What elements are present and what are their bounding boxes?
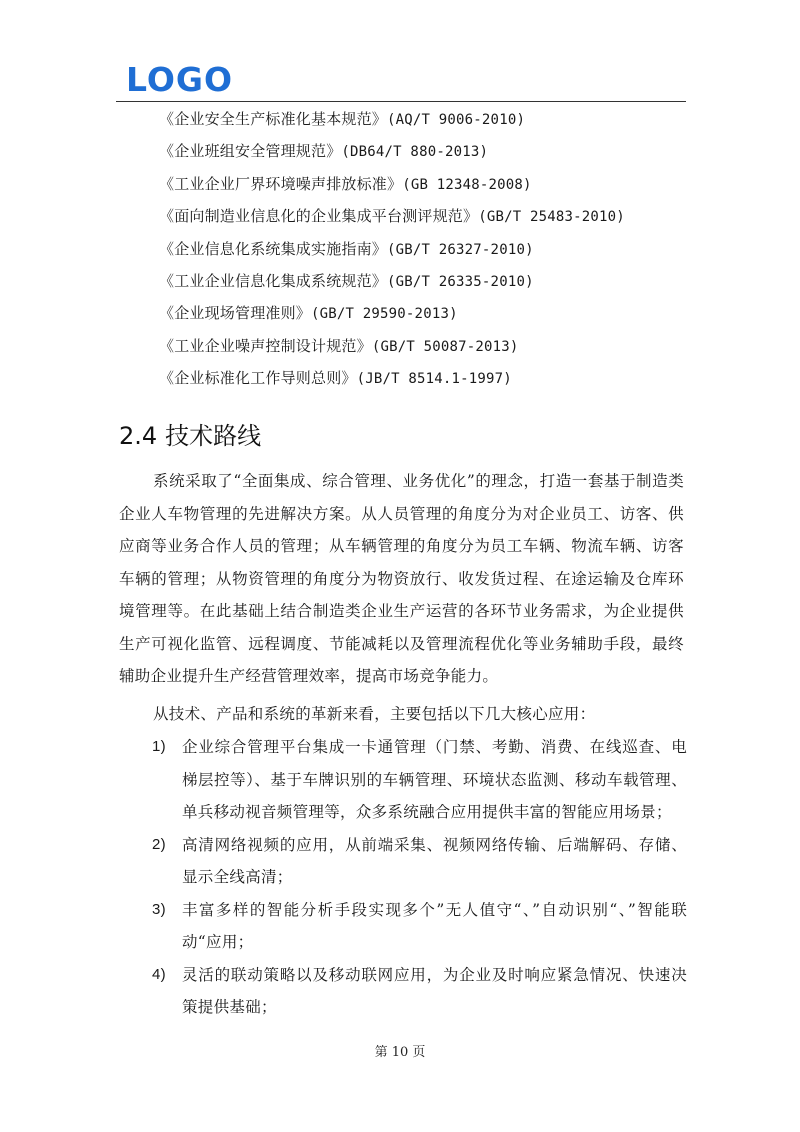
- reference-item: [159, 367, 699, 399]
- logo: LOGO: [126, 60, 234, 99]
- reference-code: (AQ/T 9006-2010): [387, 112, 526, 128]
- page-number: 第 10 页: [374, 1045, 426, 1060]
- reference-title: 《工业企业信息化集成系统规范》: [159, 271, 388, 290]
- list-number: 4): [152, 965, 166, 983]
- reference-title: 《企业现场管理准则》: [159, 304, 312, 323]
- body-paragraph: 从技术、产品和系统的革新来看，主要包括以下几大核心应用：: [153, 705, 596, 723]
- core-application-list: [152, 731, 687, 1024]
- list-text: 丰富多样的智能分析手段实现多个”无人值守“、”自动识别“、”智能联动“应用；: [182, 900, 687, 951]
- reference-item: [159, 205, 699, 237]
- reference-code: (GB/T 26335-2010): [387, 273, 534, 290]
- reference-item: [159, 270, 699, 302]
- reference-code: (JB/T 8514.1-1997): [356, 371, 512, 388]
- list-text: 灵活的联动策略以及移动联网应用，为企业及时响应紧急情况、快速决策提供基础；: [182, 965, 687, 1016]
- reference-title: 《工业企业噪声控制设计规范》: [159, 336, 372, 355]
- list-number: 3): [152, 900, 166, 918]
- section-heading: [119, 418, 261, 454]
- section-title: 技术路线: [165, 422, 262, 450]
- list-item: [152, 959, 687, 1024]
- reference-item: [159, 238, 699, 270]
- reference-code: (GB 12348-2008): [402, 176, 532, 193]
- reference-code: (DB64/T 880-2013): [341, 144, 489, 161]
- list-text: 企业综合管理平台集成一卡通管理（门禁、考勤、消费、在线巡查、电梯层控等）、基于车牌识别的车辆管理、环境状态监测、移动车载管理、单兵移动视音频管理等，众多系统融合应用提供丰富的智能应用场景；: [182, 738, 687, 821]
- reference-title: 《企业标准化工作导则总则》: [159, 369, 357, 388]
- reference-item: [159, 173, 699, 205]
- reference-title: 《工业企业厂界环境噪声排放标准》: [159, 174, 403, 193]
- reference-title: 《面向制造业信息化的企业集成平台测评规范》: [159, 207, 479, 226]
- reference-item: [159, 335, 699, 367]
- list-item: [152, 894, 687, 959]
- reference-code: (GB/T 29590-2013): [311, 306, 458, 323]
- reference-item: [159, 140, 699, 172]
- reference-title: 《企业安全生产标准化基本规范》: [159, 110, 388, 128]
- reference-list: [159, 108, 699, 400]
- body-paragraph: 系统采取了“全面集成、综合管理、业务优化”的理念，打造一套基于制造类企业人车物管理的先进解决方案。从人员管理的角度分为对企业员工、访客、供应商等业务合作人员的管理；从车辆管理的角度分为员工车辆、物流车辆、访客车辆的管理；从物资管理的角度分为物资放行、收发货过程、在途运输及仓库环境管理等。在此基础上结合制造类企业生产运营的各环节业务需求，为企业提供生产可视化监管、远程调度、节能减耗以及管理流程优化等业务辅助手段，最终辅助企业提升生产经营管理效率，提高市场竞争能力。: [119, 472, 684, 685]
- reference-title: 《企业信息化系统集成实施指南》: [159, 239, 388, 258]
- reference-item: [159, 302, 699, 334]
- list-text: 高清网络视频的应用，从前端采集、视频网络传输、后端解码、存储、显示全线高清；: [182, 835, 687, 886]
- list-number: 2): [152, 835, 166, 853]
- reference-code: (GB/T 50087-2013): [371, 338, 519, 355]
- section-number: 2.4: [119, 422, 158, 450]
- list-number: 1): [152, 738, 166, 755]
- reference-code: (GB/T 25483-2010): [478, 209, 625, 226]
- reference-item: [159, 108, 699, 140]
- reference-title: 《企业班组安全管理规范》: [159, 142, 342, 161]
- list-item: [152, 829, 687, 894]
- header-divider: [116, 101, 686, 102]
- reference-code: (GB/T 26327-2010): [387, 241, 534, 258]
- list-item: [152, 731, 687, 829]
